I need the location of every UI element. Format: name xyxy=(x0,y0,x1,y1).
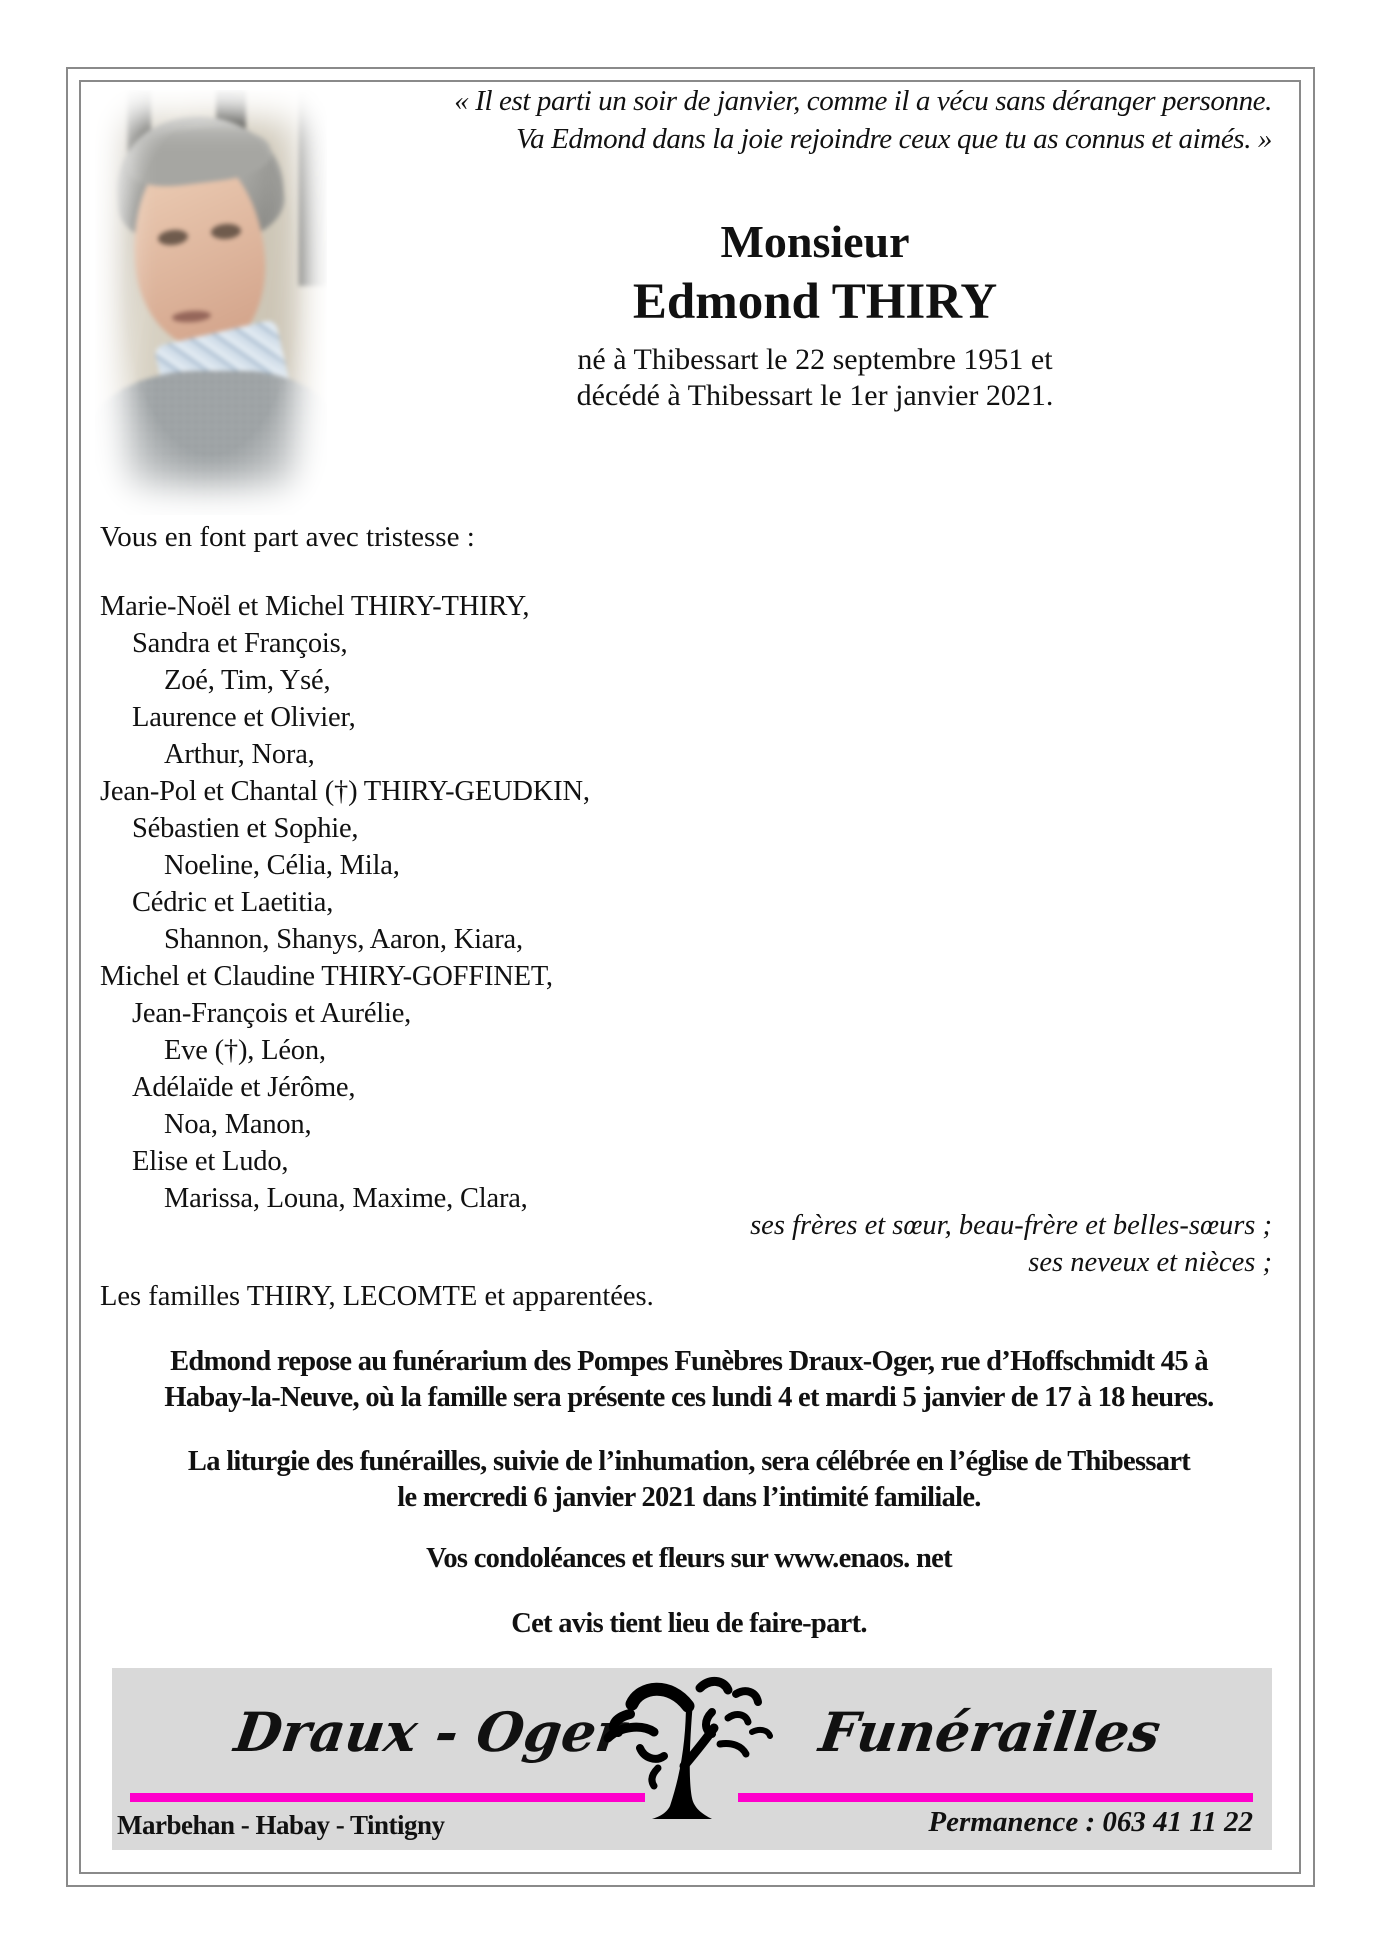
family-row: Marie-Noël et Michel THIRY-THIRY, xyxy=(100,591,530,622)
footer-locations: Marbehan - Habay - Tintigny xyxy=(117,1810,445,1840)
deceased-title: Monsieur xyxy=(720,216,910,267)
notice-repose-line: Edmond repose au funérarium des Pompes Funèbres Draux-Oger, rue d’Hoffschmidt 45 à xyxy=(170,1346,1208,1377)
accent-line-right xyxy=(738,1793,1253,1802)
relations-line: ses frères et sœur, beau-frère et belles-sœurs ; xyxy=(750,1210,1272,1241)
family-row: Noeline, Célia, Mila, xyxy=(164,850,400,881)
family-row: Sébastien et Sophie, xyxy=(132,813,359,844)
accent-line-left xyxy=(130,1793,645,1802)
intro-line: Vous en font part avec tristesse : xyxy=(100,521,475,553)
family-row: Arthur, Nora, xyxy=(164,739,315,770)
family-row: Marissa, Louna, Maxime, Clara, xyxy=(164,1183,528,1214)
death-line: décédé à Thibessart le 1er janvier 2021. xyxy=(576,379,1054,412)
notice-condolences: Vos condoléances et fleurs sur www.enaos. net xyxy=(426,1543,952,1574)
portrait-photo xyxy=(95,90,327,515)
family-list xyxy=(100,588,590,1217)
family-row: Jean-Pol et Chantal (†) THIRY-GEUDKIN, xyxy=(100,776,590,807)
epitaph-quote xyxy=(454,82,1272,158)
family-row: Zoé, Tim, Ysé, xyxy=(164,665,331,696)
epitaph-quote-line: Va Edmond dans la joie rejoindre ceux que tu as connus et aimés. » xyxy=(516,123,1272,155)
deceased-block xyxy=(330,213,1300,414)
footer-permanence-phone: Permanence : 063 41 11 22 xyxy=(928,1806,1253,1838)
family-row: Sandra et François, xyxy=(132,628,348,659)
epitaph-quote-line: « Il est parti un soir de janvier, comme il a vécu sans déranger personne. xyxy=(454,85,1272,117)
families-line: Les familles THIRY, LECOMTE et apparentées. xyxy=(100,1281,654,1312)
family-row: Jean-François et Aurélie, xyxy=(132,998,412,1029)
family-row: Noa, Manon, xyxy=(164,1109,312,1140)
family-row: Laurence et Olivier, xyxy=(132,702,356,733)
funeral-home-service-label: Funérailles xyxy=(815,1700,1165,1764)
birth-line: né à Thibessart le 22 septembre 1951 et xyxy=(577,343,1053,376)
family-row: Eve (†), Léon, xyxy=(164,1035,326,1066)
tree-icon xyxy=(600,1666,780,1826)
family-row: Michel et Claudine THIRY-GOFFINET, xyxy=(100,961,553,992)
notice-liturgy-line: le mercredi 6 janvier 2021 dans l’intimité familiale. xyxy=(397,1482,981,1513)
photo-feathered-edge xyxy=(95,90,327,515)
family-row: Cédric et Laetitia, xyxy=(132,887,334,918)
relations-block xyxy=(750,1207,1272,1281)
family-row: Shannon, Shanys, Aaron, Kiara, xyxy=(164,924,523,955)
funeral-home-banner xyxy=(112,1668,1272,1850)
notice-liturgy-line: La liturgie des funérailles, suivie de l’inhumation, sera célébrée en l’église de Thibessart xyxy=(187,1446,1191,1477)
deceased-dates xyxy=(330,342,1300,414)
relations-line: ses neveux et nièces ; xyxy=(1028,1247,1272,1278)
funeral-home-name: Draux - Oger xyxy=(230,1700,630,1764)
notice-faire-part: Cet avis tient lieu de faire-part. xyxy=(511,1608,867,1639)
deceased-name: Edmond THIRY xyxy=(632,274,998,330)
notice-repose-line: Habay-la-Neuve, où la famille sera présente ces lundi 4 et mardi 5 janvier de 17 à 18 heures. xyxy=(164,1382,1214,1413)
family-row: Elise et Ludo, xyxy=(132,1146,289,1177)
family-row: Adélaïde et Jérôme, xyxy=(132,1072,356,1103)
